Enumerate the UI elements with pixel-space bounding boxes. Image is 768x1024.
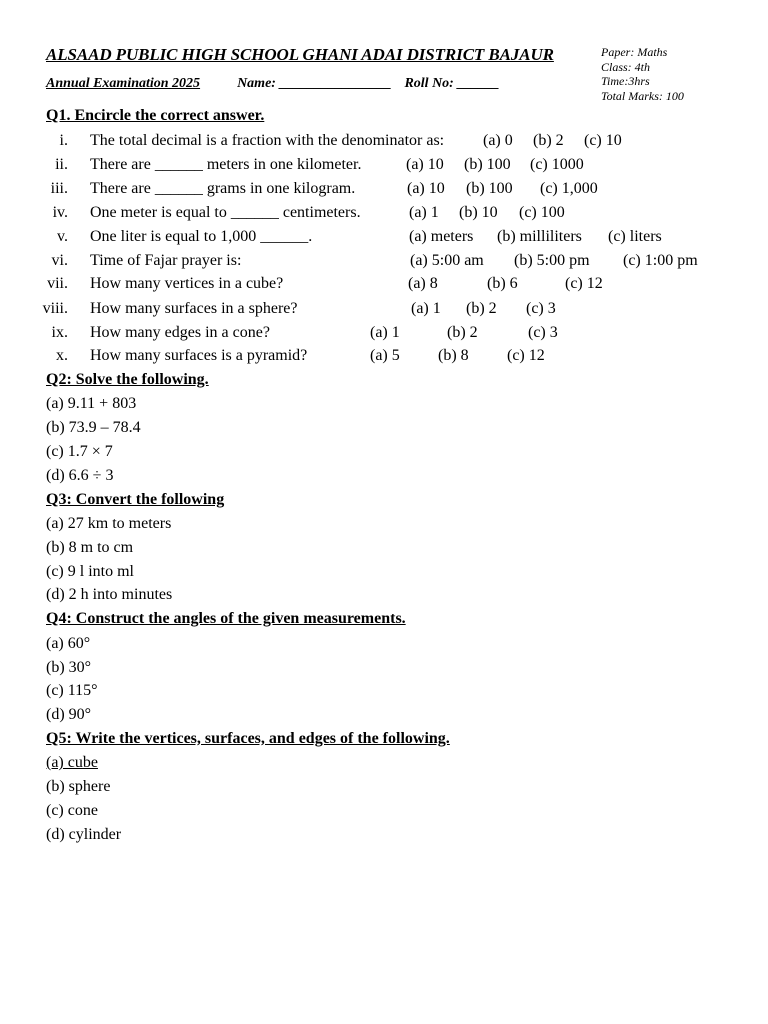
q3-item: (a) 27 km to meters [46,515,172,532]
q5-item: (a) cube [46,754,98,771]
q4-item: (d) 90° [46,706,92,723]
q1-option-c[interactable]: (c) 10 [584,132,622,149]
q1-option-c[interactable]: (c) 3 [526,300,556,317]
q1-item-num: vi. [51,252,68,269]
q5-heading: Q5: Write the vertices, surfaces, and edges of the following. [46,730,450,747]
q1-option-a[interactable]: (a) 10 [407,180,445,197]
q1-option-a[interactable]: (a) 5:00 am [410,252,484,269]
q4-item: (a) 60° [46,635,91,652]
paper-total-marks: Total Marks: 100 [601,88,684,103]
q1-option-a[interactable]: (a) 0 [483,132,513,149]
q4-item: (c) 115° [46,682,98,699]
q1-item-num: ix. [51,324,68,341]
q1-option-b[interactable]: (b) 2 [533,132,564,149]
q2-heading: Q2: Solve the following. [46,371,209,388]
q2-item: (a) 9.11 + 803 [46,395,137,412]
q1-item-num: iv. [52,204,68,221]
q1-item-text: How many edges in a cone? [90,324,270,341]
q1-option-a[interactable]: (a) 1 [411,300,441,317]
school-name: ALSAAD PUBLIC HIGH SCHOOL GHANI ADAI DISTRICT BAJAUR [46,45,554,64]
q1-option-b[interactable]: (b) 100 [464,156,511,173]
q1-item-num: viii. [42,300,68,317]
paper-subject: Paper: Maths [601,45,668,59]
q1-item-text: There are ______ meters in one kilometer. [90,156,362,173]
q1-item-num: vii. [47,275,68,292]
q2-item: (d) 6.6 ÷ 3 [46,467,114,484]
exam-title: Annual Examination 2025 [46,76,201,91]
paper-time: Time:3hrs [601,74,650,88]
q1-item-text: Time of Fajar prayer is: [90,252,242,269]
q2-item: (c) 1.7 × 7 [46,443,113,460]
q1-option-a[interactable]: (a) 1 [409,204,439,221]
q1-option-a[interactable]: (a) 10 [406,156,444,173]
q1-option-c[interactable]: (c) 1:00 pm [623,252,698,269]
q1-option-b[interactable]: (b) 6 [487,275,518,292]
q2-item: (b) 73.9 – 78.4 [46,419,141,436]
roll-no-field[interactable]: Roll No: ______ [404,76,500,91]
q1-item-num: iii. [50,180,68,197]
q1-option-c[interactable]: (c) liters [608,228,662,245]
q1-item-text: There are ______ grams in one kilogram. [90,180,356,197]
q1-item-text: How many surfaces is a pyramid? [90,347,308,364]
q1-option-a[interactable]: (a) meters [409,228,474,245]
q3-item: (c) 9 l into ml [46,563,134,580]
exam-info-line [46,76,499,92]
paper-class: Class: 4th [601,59,651,74]
q1-option-a[interactable]: (a) 8 [408,275,438,292]
q4-heading: Q4: Construct the angles of the given measurements. [46,610,406,627]
q1-option-c[interactable]: (c) 12 [565,275,603,292]
q1-heading: Q1. Encircle the correct answer. [46,107,265,124]
q1-item-num: ii. [55,156,68,173]
name-field[interactable]: Name: ________________ [237,76,392,91]
q1-item-num: x. [56,347,68,364]
q5-item: (b) sphere [46,778,111,795]
q3-item: (d) 2 h into minutes [46,586,173,603]
q1-option-b[interactable]: (b) 8 [438,347,469,364]
q1-item-text: One liter is equal to 1,000 ______. [90,228,313,245]
q1-option-b[interactable]: (b) 2 [447,324,478,341]
q1-option-a[interactable]: (a) 5 [370,347,400,364]
q3-item: (b) 8 m to cm [46,539,134,556]
q1-option-b[interactable]: (b) 5:00 pm [514,252,590,269]
q1-item-num: v. [57,228,68,245]
q1-item-text: How many surfaces in a sphere? [90,300,298,317]
q1-item-text: The total decimal is a fraction with the denominator as: [90,132,445,149]
q1-item-num: i. [59,132,68,149]
q1-option-b[interactable]: (b) 2 [466,300,497,317]
q1-item-text: One meter is equal to ______ centimeters. [90,204,361,221]
q1-option-c[interactable]: (c) 1,000 [540,180,598,197]
q1-option-b[interactable]: (b) 10 [459,204,498,221]
q1-option-b[interactable]: (b) 100 [466,180,513,197]
q3-heading: Q3: Convert the following [46,491,225,508]
q1-option-c[interactable]: (c) 12 [507,347,545,364]
q5-item: (c) cone [46,802,98,819]
paper-meta [601,45,684,103]
q1-option-a[interactable]: (a) 1 [370,324,400,341]
q1-option-c[interactable]: (c) 3 [528,324,558,341]
q4-item: (b) 30° [46,659,92,676]
q5-item: (d) cylinder [46,826,122,843]
q1-option-c[interactable]: (c) 1000 [530,156,584,173]
q1-option-c[interactable]: (c) 100 [519,204,565,221]
q1-option-b[interactable]: (b) milliliters [497,228,582,245]
q1-item-text: How many vertices in a cube? [90,275,284,292]
